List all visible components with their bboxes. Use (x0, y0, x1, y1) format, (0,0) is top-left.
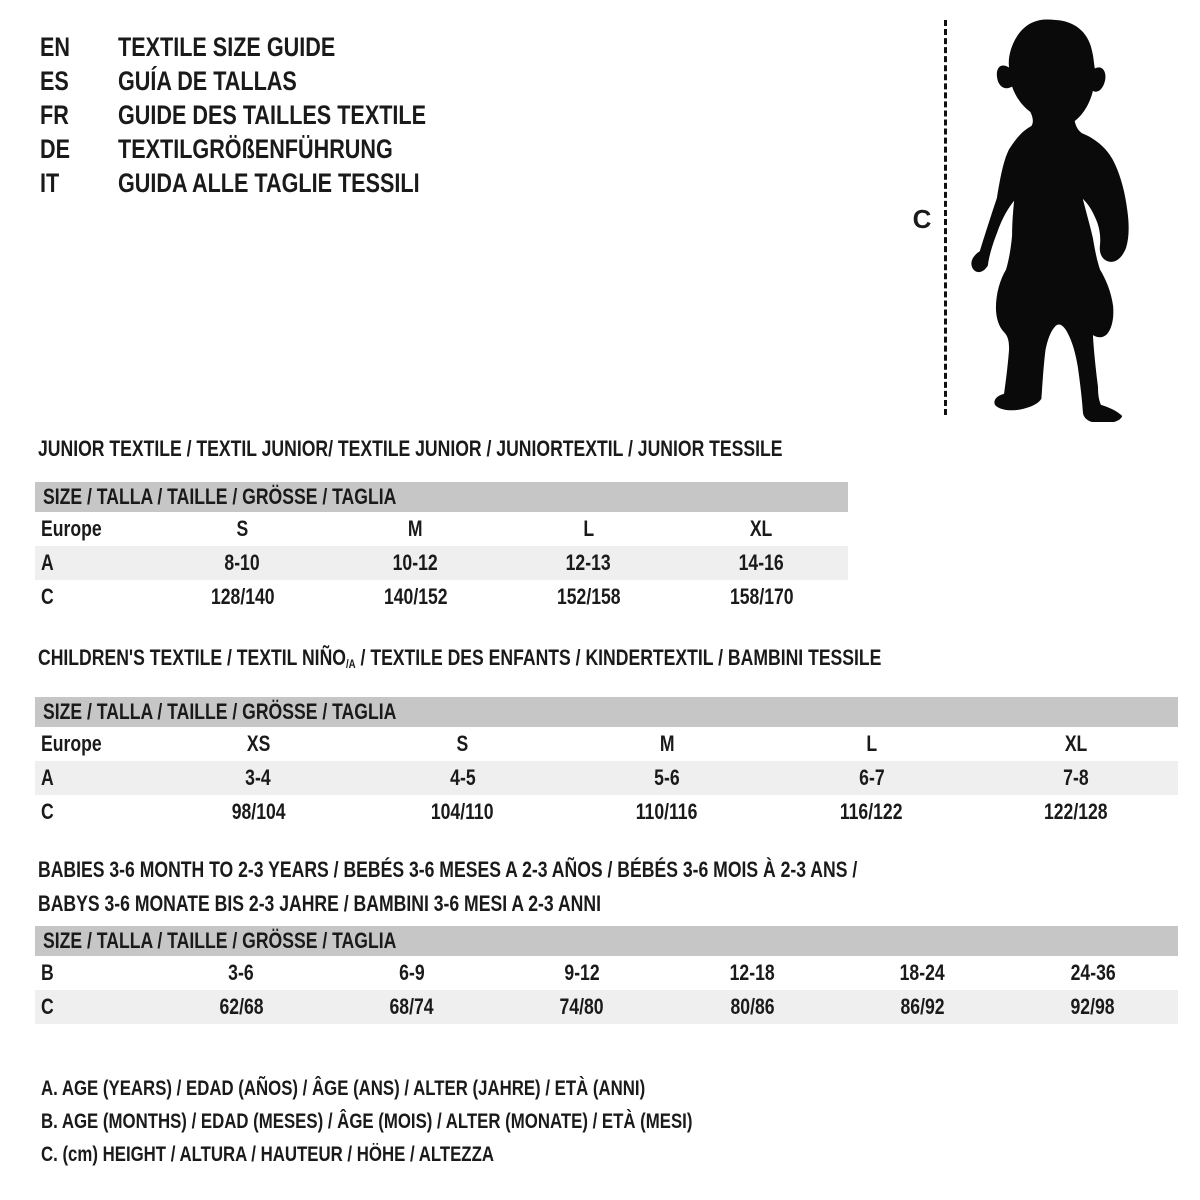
size-value: 104/110 (431, 799, 494, 825)
language-row-fr (40, 98, 503, 132)
language-row-es (40, 64, 503, 98)
size-column-header: S (456, 731, 469, 757)
size-value: 86/92 (900, 994, 945, 1019)
toddler-silhouette-image (968, 18, 1136, 422)
footnotes-block (38, 1072, 855, 1171)
language-row-de (40, 132, 503, 166)
babies-section-title-line1: BABIES 3-6 MONTH TO 2-3 YEARS / BEBÉS 3-6 MESES A 2-3 AÑOS / BÉBÉS 3-6 MOIS À 2-3 ANS / (38, 857, 858, 882)
size-column-header: L (866, 731, 877, 757)
size-value: 6-9 (398, 960, 425, 985)
size-value: 14-16 (738, 550, 785, 575)
row-label: C (41, 799, 54, 825)
row-label: B (41, 960, 54, 985)
height-measure-dashed-line (944, 20, 947, 415)
size-value: 128/140 (210, 584, 275, 609)
children-row-a (35, 761, 1178, 795)
size-value: 110/116 (636, 799, 698, 825)
size-value: 74/80 (559, 994, 604, 1019)
babies-row-b (35, 956, 1178, 990)
babies-size-header-bar: SIZE / TALLA / TAILLE / GRÖSSE / TAGLIA (35, 926, 1178, 956)
size-value: 8-10 (224, 550, 261, 575)
size-value: 7-8 (1063, 765, 1089, 791)
language-title-block (40, 30, 503, 200)
size-value: 3-6 (228, 960, 254, 985)
children-row-c (35, 795, 1178, 829)
size-column-header: XS (246, 731, 270, 757)
size-column-header: M (408, 516, 423, 541)
size-column-header: XL (750, 516, 773, 541)
language-title: TEXTILE SIZE GUIDE (118, 31, 336, 62)
size-value: 152/158 (556, 584, 621, 609)
language-code: ES (40, 65, 69, 96)
row-label: A (41, 550, 54, 575)
footnote-c: C. (cm) HEIGHT / ALTURA / HAUTEUR / HÖHE / ALTEZZA (41, 1143, 494, 1166)
size-value: 12-18 (729, 960, 775, 985)
footnote-a: A. AGE (YEARS) / EDAD (AÑOS) / ÂGE (ANS) / ALTER (JAHRE) / ETÀ (ANNI) (41, 1077, 646, 1100)
size-value: 92/98 (1070, 994, 1115, 1019)
children-section-title: CHILDREN'S TEXTILE / TEXTIL $NIÑO_{/A}$ / TEXTILE DES ENFANTS / KINDERTEXTIL / BAMBINI TESSILE (38, 645, 882, 672)
footnote-b: B. AGE (MONTHS) / EDAD (MESES) / ÂGE (MOIS) / ALTER (MONATE) / ETÀ (MESI) (41, 1110, 693, 1133)
children-size-header-bar: SIZE / TALLA / TAILLE / GRÖSSE / TAGLIA (35, 697, 1178, 727)
language-title: GUÍA DE TALLAS (118, 65, 297, 96)
row-label: A (41, 765, 54, 791)
language-row-en (40, 30, 503, 64)
babies-section (35, 853, 1178, 1024)
size-value: 140/152 (383, 584, 448, 609)
babies-section-title-line2: BABYS 3-6 MONATE BIS 2-3 JAHRE / BAMBINI 3-6 MESI A 2-3 ANNI (38, 891, 601, 916)
junior-size-header-bar: SIZE / TALLA / TAILLE / GRÖSSE / TAGLIA (35, 482, 848, 512)
region-label: Europe (41, 516, 102, 541)
size-column-header: S (236, 516, 249, 541)
size-column-header: XL (1064, 731, 1088, 757)
language-code: DE (40, 133, 71, 164)
size-value: 80/86 (730, 994, 775, 1019)
size-value: 6-7 (858, 765, 885, 791)
language-row-it (40, 166, 503, 200)
size-value: 98/104 (231, 799, 286, 825)
region-label: Europe (41, 731, 102, 757)
language-code: FR (40, 99, 69, 130)
junior-section-title: JUNIOR TEXTILE / TEXTIL JUNIOR/ TEXTILE JUNIOR / JUNIORTEXTIL / JUNIOR TESSILE (38, 436, 783, 461)
size-column-header: L (583, 516, 594, 541)
language-title: GUIDA ALLE TAGLIE TESSILI (118, 167, 420, 198)
row-label: C (41, 994, 54, 1019)
language-title: TEXTILGRÖßENFÜHRUNG (118, 133, 393, 164)
junior-textile-section (35, 436, 848, 614)
size-value: 116/122 (840, 799, 903, 825)
nino-a-subscript: /A (345, 657, 356, 672)
size-value: 68/74 (389, 994, 434, 1019)
children-textile-section (35, 645, 1178, 829)
size-value: 24-36 (1070, 960, 1116, 985)
row-label: C (41, 584, 54, 609)
babies-row-c (35, 990, 1178, 1024)
language-code: IT (40, 167, 60, 198)
size-value: 62/68 (219, 994, 264, 1019)
junior-row-c (35, 580, 848, 614)
language-title: GUIDE DES TAILLES TEXTILE (118, 99, 427, 130)
size-value: 3-4 (245, 765, 271, 791)
size-value: 5-6 (654, 765, 680, 791)
children-columns-row (35, 727, 1178, 761)
height-measure-label: C (912, 204, 932, 234)
size-value: 9-12 (564, 960, 600, 985)
size-value: 18-24 (899, 960, 945, 985)
size-value: 158/170 (729, 584, 794, 609)
size-value: 10-12 (392, 550, 439, 575)
size-column-header: M (659, 731, 675, 757)
size-value: 12-13 (565, 550, 612, 575)
size-value: 122/128 (1044, 799, 1108, 825)
junior-columns-row (35, 512, 848, 546)
size-value: 4-5 (449, 765, 476, 791)
junior-row-a (35, 546, 848, 580)
language-code: EN (40, 31, 71, 62)
